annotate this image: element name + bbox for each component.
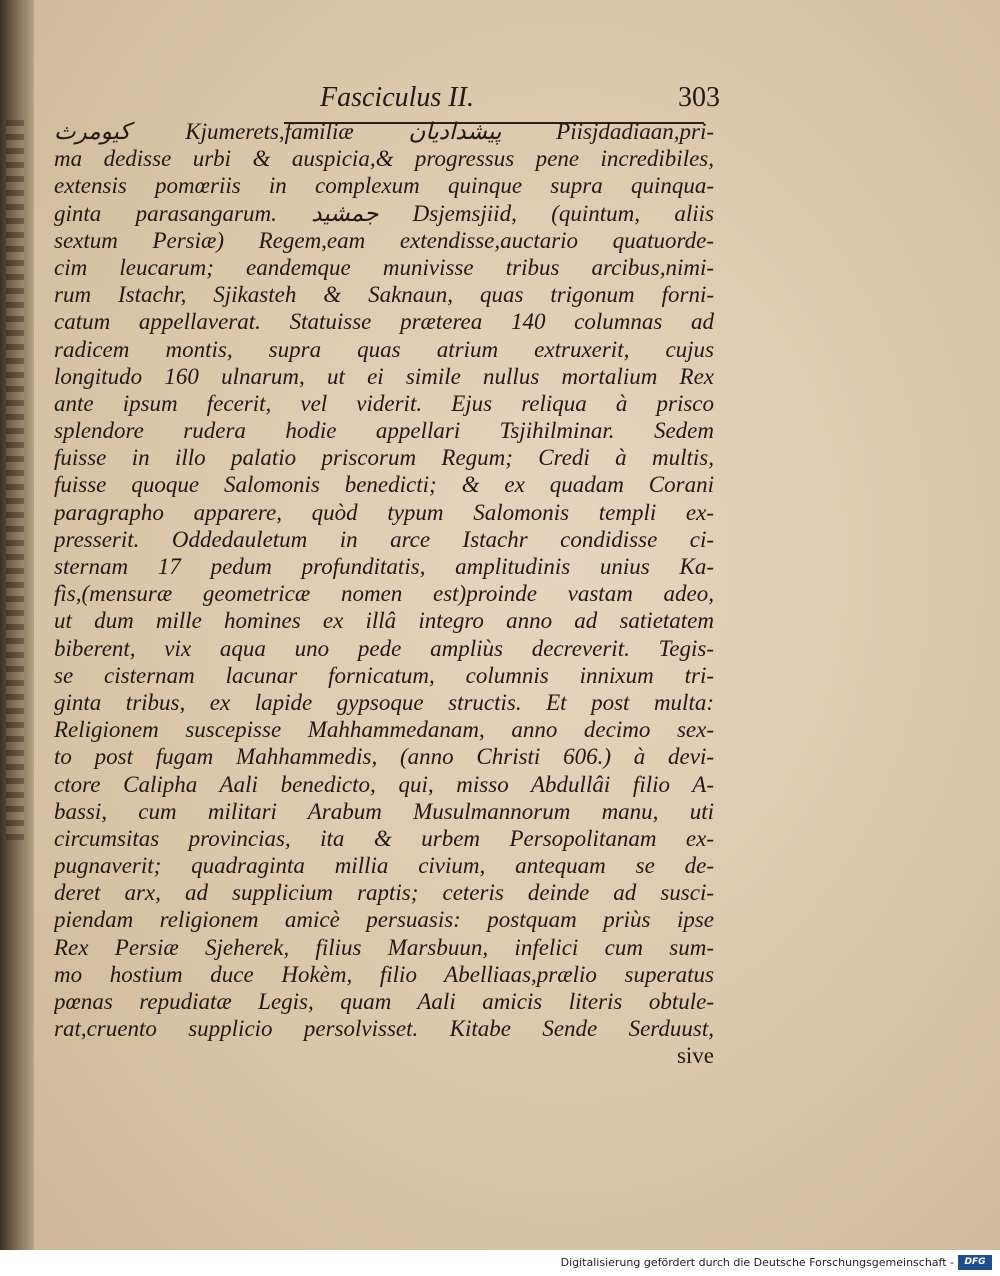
text-line: fìs,(mensuræ geometricæ nomen est)proinde vastam adeo, — [54, 581, 714, 607]
text-line: presserit. Oddedauletum in arce Istachr condidisse ci- — [54, 526, 714, 552]
text-line: se cisternam lacunar fornicatum, columnis innixum tri- — [54, 662, 714, 688]
text-line: ut dum mille homines ex illâ integro anno ad satietatem — [54, 608, 714, 634]
body-text — [54, 118, 714, 1070]
text-line: pœnas repudiatæ Legis, quam Aali amicis literis obtule- — [54, 989, 714, 1014]
text-line: fuisse in illo palatio priscorum Regum; Credi à multis, — [54, 445, 714, 471]
text-line: كيومرث Kjumerets,familiæ پيشداديان Piisjdadiaan,pri- — [54, 119, 714, 144]
catchword: sive — [676, 1043, 714, 1069]
text-line: cim leucarum; eandemque munivisse tribus arcibus,nimi- — [54, 254, 714, 280]
text-line: Rex Persiæ Sjeherek, filius Marsbuun, infelici cum sum- — [54, 934, 714, 960]
running-title: Fasciculus II. — [320, 82, 474, 113]
text-line: extensis pomœriis in complexum quinque supra quinqua- — [54, 173, 714, 199]
funding-credit: Digitalisierung gefördert durch die Deutsche Forschungsgemeinschaft - — [560, 1256, 954, 1269]
text-line: rum Istachr, Sjikasteh & Saknaun, quas trigonum forni- — [54, 282, 714, 308]
text-line: sextum Persiæ) Regem,eam extendisse,auctario quatuorde- — [54, 227, 714, 253]
facing-page-edge — [0, 0, 34, 1250]
text-line: ginta parasangarum. جمشيد Dsjemsjiid, (quintum, aliis — [54, 200, 714, 226]
text-line: ginta tribus, ex lapide gypsoque structis. Et post multa: — [54, 689, 714, 715]
text-line: fuisse quoque Salomonis benedicti; & ex quadam Corani — [54, 472, 714, 498]
text-line: radicem montis, supra quas atrium extruxerit, cujus — [54, 336, 714, 362]
text-line: to post fugam Mahhammedis, (anno Christi 606.) à devi- — [54, 744, 714, 770]
text-line: bassi, cum militari Arabum Musulmannorum manu, uti — [54, 798, 714, 824]
text-line: biberent, vix aqua uno pede ampliùs decreverit. Tegis- — [54, 635, 714, 661]
binding-fold — [6, 120, 24, 840]
page-number: 303 — [678, 82, 720, 113]
text-line: ante ipsum fecerit, vel viderit. Ejus reliqua à prisco — [54, 390, 714, 416]
text-line: ma dedisse urbi & auspicia,& progressus pene incredibiles, — [54, 146, 714, 172]
text-line: Religionem suscepisse Mahhammedanam, anno decimo sex- — [54, 717, 714, 743]
text-line: longitudo 160 ulnarum, ut ei simile nullus mortalium Rex — [54, 363, 714, 389]
text-line: splendore rudera hodie appellari Tsjihilminar. Sedem — [54, 418, 714, 444]
text-line: catum appellaverat. Statuisse præterea 140 columnas ad — [54, 309, 714, 335]
text-line: mo hostium duce Hokèm, filio Abelliaas,prælio superatus — [54, 961, 714, 987]
footer-bar — [0, 1250, 1000, 1276]
text-line: deret arx, ad supplicium raptis; ceteris deinde ad susci- — [54, 880, 714, 906]
text-line: pugnaverit; quadraginta millia civium, antequam se de- — [54, 853, 714, 879]
text-line: rat,cruento supplicio persolvisset. Kitabe Sende Serduust, — [54, 1016, 714, 1042]
text-line: sternam 17 pedum profunditatis, amplitudinis unius Ka- — [54, 554, 714, 579]
text-line: ctore Calipha Aali benedicto, qui, misso Abdullâi filio A- — [54, 771, 714, 797]
text-line: circumsitas provincias, ita & urbem Persopolitanam ex- — [54, 825, 714, 851]
dfg-logo: DFG — [958, 1255, 992, 1270]
book-page — [34, 0, 1000, 1250]
text-line: piendam religionem amicè persuasis: postquam priùs ipse — [54, 907, 714, 933]
text-line: paragrapho apparere, quòd typum Salomonis templi ex- — [54, 499, 714, 525]
